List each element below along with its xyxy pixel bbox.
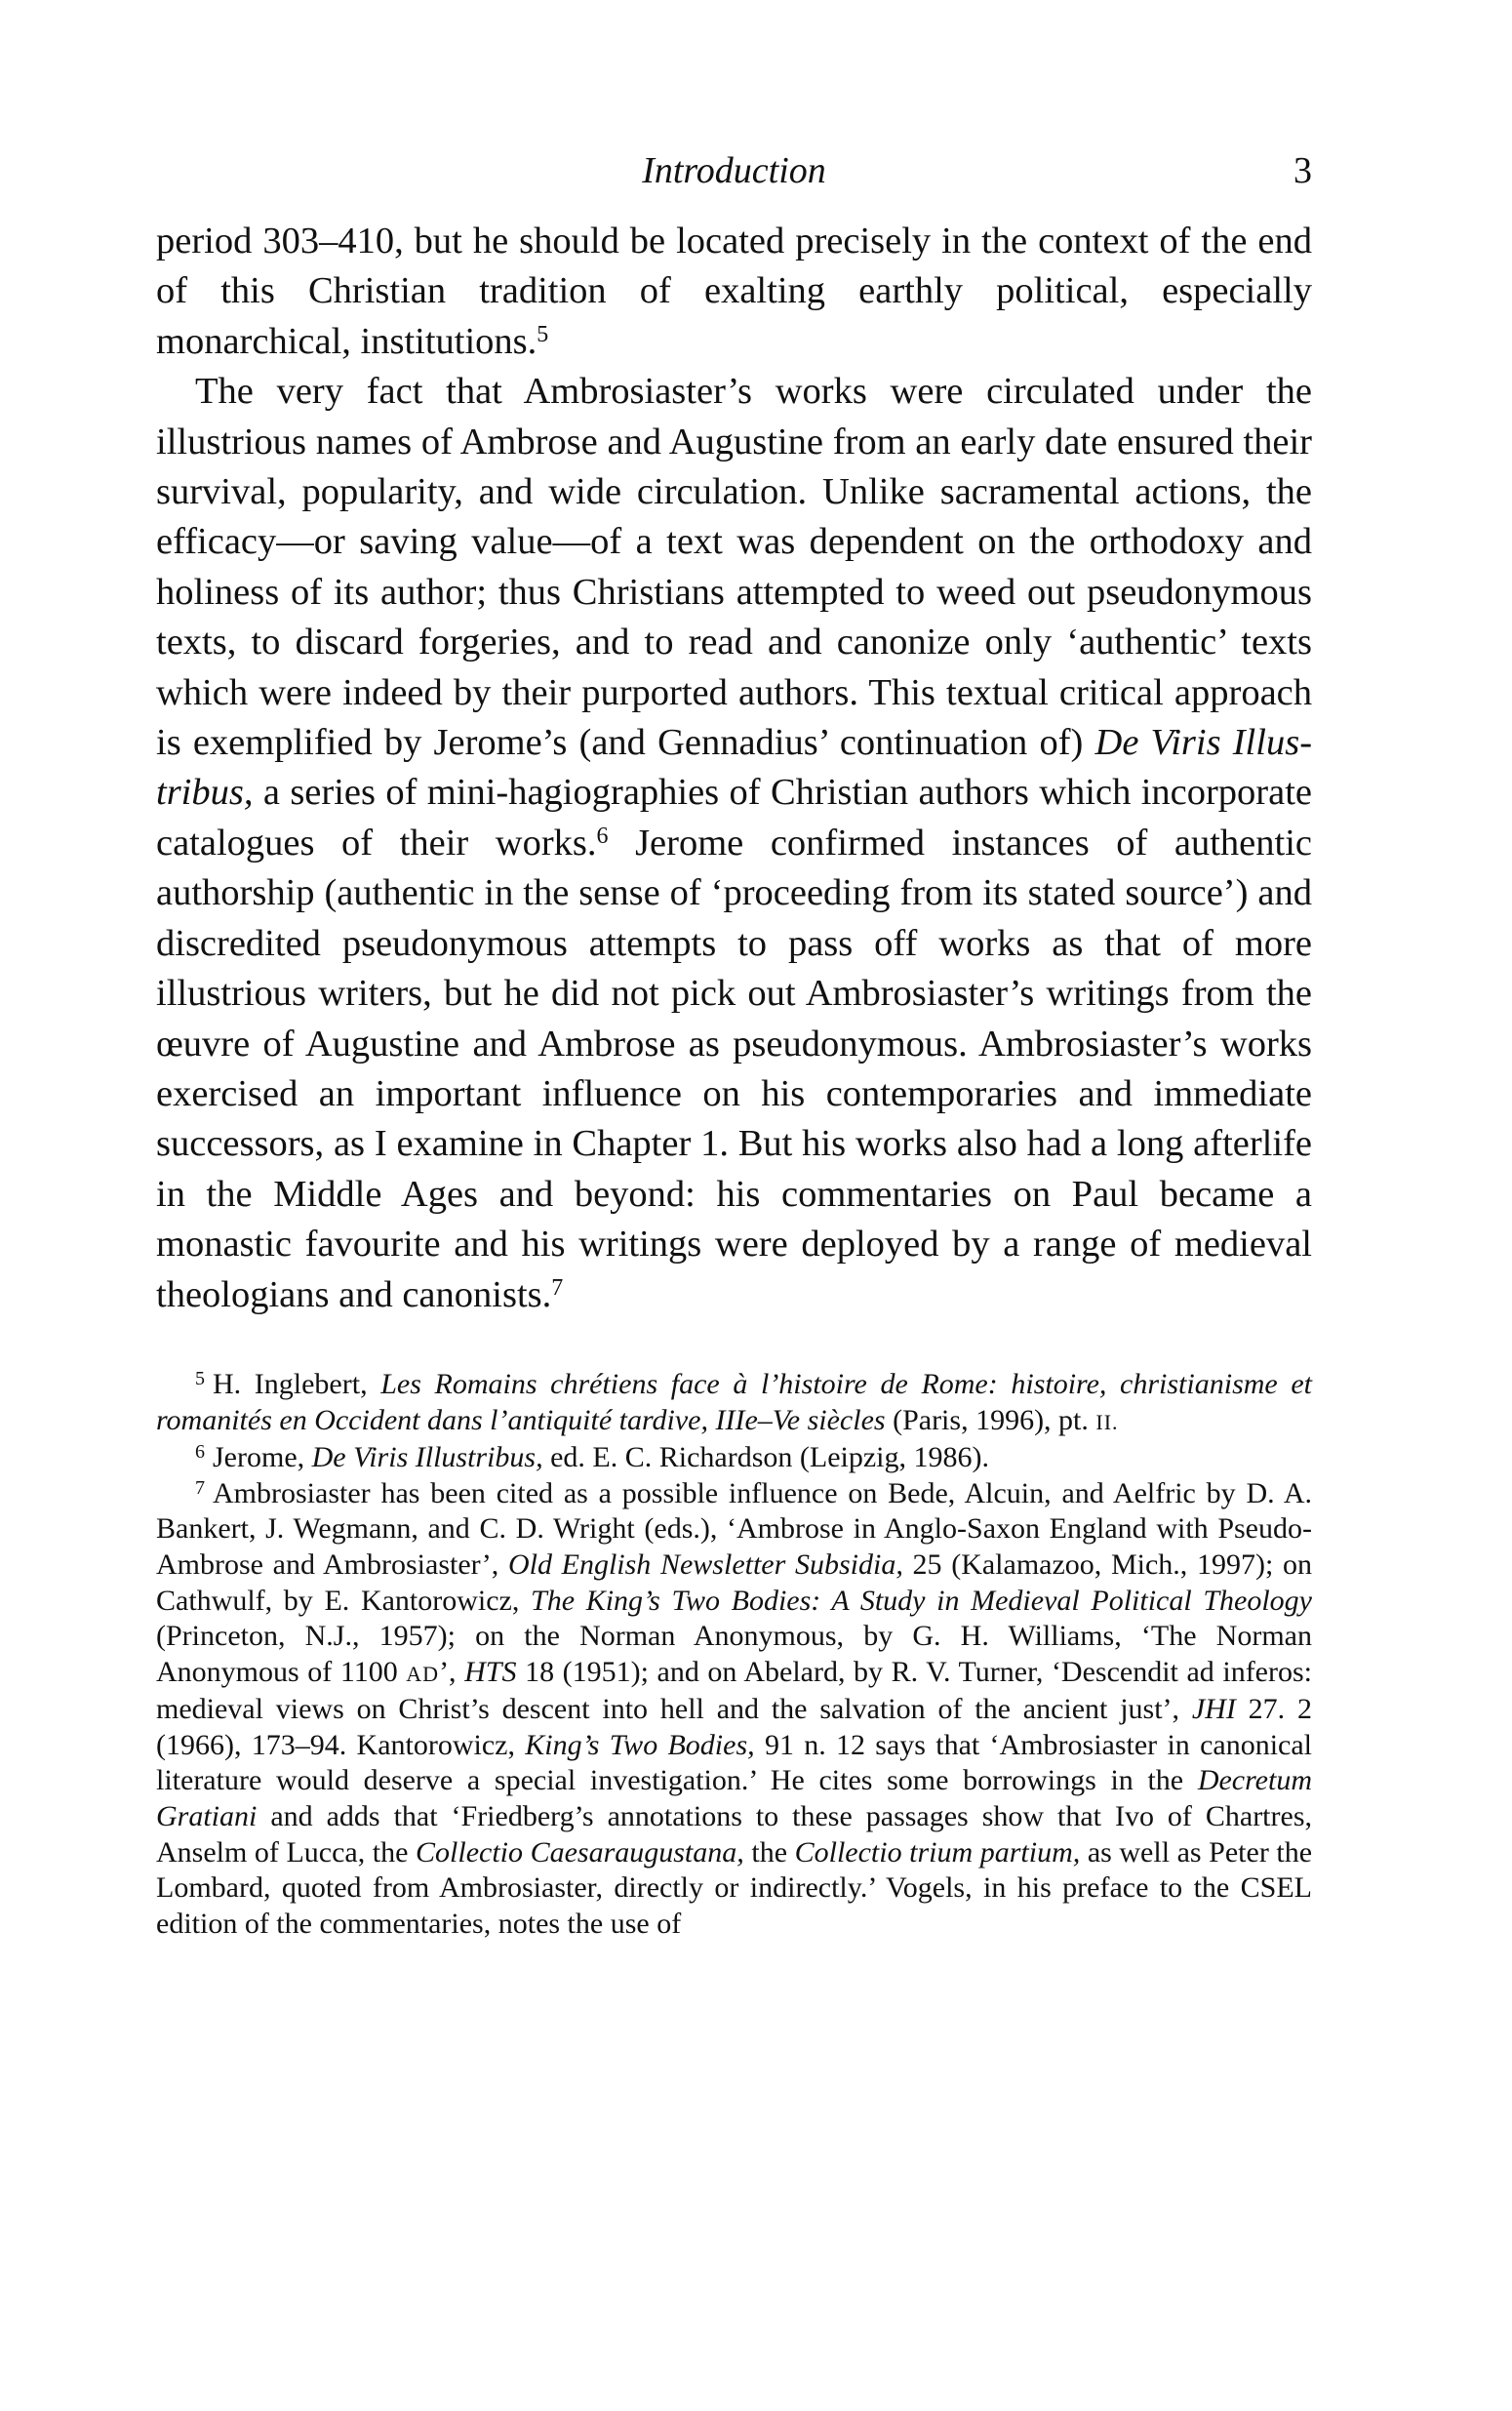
footnote-title: Les Romains chrétiens face à l’histoire de Rome: histoire, christianisme et romanités en Occident dans l’antiquité tardive, IIIe–Ve siècles [156,1367,1313,1436]
paragraph-1 [156,217,1312,367]
footnote-title: De Viris Illustribus, [311,1441,543,1474]
footnote-6 [156,1440,1312,1476]
footnote-text: Jerome, [213,1441,305,1474]
paragraph-1-text: period 303–410, but he should be located precisely in the context of the end of this Christian tradition of exalting earthly political, especially monarchical, institutions. [156,221,1312,362]
footnote-title: Collectio Caesaraugustana, [416,1835,744,1869]
footnote-title: King’s Two Bodies, [525,1728,755,1761]
footnote-text: ed. E. C. Richardson (Leipzig, 1986). [550,1441,989,1474]
footnote-text: as well as Peter the Lombard, quoted from Ambrosiaster, directly or indirectly.’ Vogels, in his preface to the CSEL edition of the commentaries, notes the use of [156,1835,1313,1940]
footnote-title: JHI [1191,1693,1236,1726]
footnote-title: The King’s Two Bodies: A Study in Medieval Political Theology [531,1584,1312,1617]
paragraph-2 [156,367,1312,1320]
footnotes [156,1367,1312,1943]
footnote-5 [156,1367,1312,1440]
footnote-title: Decretum Gratiani [156,1764,1313,1833]
footnote-ref-5[interactable]: 5 [537,321,549,347]
footnote-text: the [751,1835,788,1869]
footnote-small-caps: AD [406,1661,440,1686]
footnote-text: ’, [439,1655,457,1688]
footnote-text: 25 (Kalamazoo, Mich., 1997); on Cathwulf, by E. Kantorowicz, [156,1547,1312,1617]
footnote-number: 7 [195,1476,205,1499]
paragraph-2-text-a: The very fact that Ambrosiaster’s works were circulated under the illustrious names of Ambrose and Augustine from an early date ensured their survival, popularity, and wide circulation. Unlike sacramental actions, the efficacy—or saving value—of a text was dependent on the orthodoxy and holiness of its author; thus Christians attempted to weed out pseudonymous texts, to discard forgeries, and to read and canonize only ‘authentic’ texts which were indeed by their purported authors. This textual critical approach is exemplified by Jerome’s (and Gennadius’ continuation of) [156,371,1312,764]
footnote-title: HTS [464,1655,517,1688]
main-text [156,217,1312,1320]
work-title-de-viris: De Viris Illustribus, [156,722,1313,814]
paragraph-2-text-b: a series of mini-hagiographies of Christian authors which incorporate catalogues of their works. [156,772,1312,864]
footnote-text: (Paris, 1996), pt. [893,1403,1089,1436]
running-title: Introduction [642,150,826,191]
footnote-text: and adds that ‘Friedberg’s annotations to these passages show that Ivo of Chartres, Anselm of Lucca, the [156,1800,1312,1869]
footnote-text: 27. 2 (1966), 173–94. Kantorowicz, [156,1693,1312,1761]
footnote-number: 6 [195,1441,205,1464]
footnote-ref-6[interactable]: 6 [596,823,609,849]
footnote-ref-7[interactable]: 7 [551,1274,564,1301]
running-head [156,146,1312,195]
footnote-text: Ambrosiaster has been cited as a possible influence on Bede, Alcuin, and Aelfric by D. A. Bankert, J. Wegmann, and C. D. Wright (eds.), ‘Ambrose in Anglo-Saxon England with Pseudo-Ambrose and Ambrosiaster’, [156,1476,1312,1581]
page-number: 3 [1293,150,1312,191]
book-page [156,146,1312,1942]
footnote-text: (Princeton, N.J., 1957); on the Norman Anonymous, by G. H. Williams, ‘The Norman Anonymous of 1100 [156,1620,1312,1688]
footnote-text: H. Inglebert, [213,1367,368,1400]
footnote-title: Old English Newsletter Subsidia, [507,1547,903,1581]
footnote-number: 5 [195,1367,205,1389]
footnote-text: 18 (1951); and on Abelard, by R. V. Turner, ‘Descendit ad inferos: medieval views on Christ’s descent into hell and the salvation of the ancient just’, [156,1655,1312,1726]
paragraph-2-text-c: Jerome confirmed instances of authentic authorship (authentic in the sense of ‘proceeding from its stated source’) and discredited pseudonymous attempts to pass off works as that of more illustrious writers, but he did not pick out Ambrosiaster’s writings from the œuvre of Augustine and Ambrose as pseudonymous. Ambrosiaster’s works exercised an important influence on his contemporaries and immediate successors, as I examine in Chapter 1. But his works also had a long afterlife in the Middle Ages and beyond: his commentaries on Paul became a monastic favourite and his writings were deployed by a range of medieval theologians and canonists. [156,822,1312,1315]
footnote-text: 91 n. 12 says that ‘Ambrosiaster in canonical literature would deserve a special investigation.’ He cites some borrowings in the [156,1728,1313,1797]
footnote-small-caps: II. [1095,1409,1119,1434]
footnote-7 [156,1476,1312,1943]
footnote-title: Collectio trium partium, [794,1835,1081,1869]
